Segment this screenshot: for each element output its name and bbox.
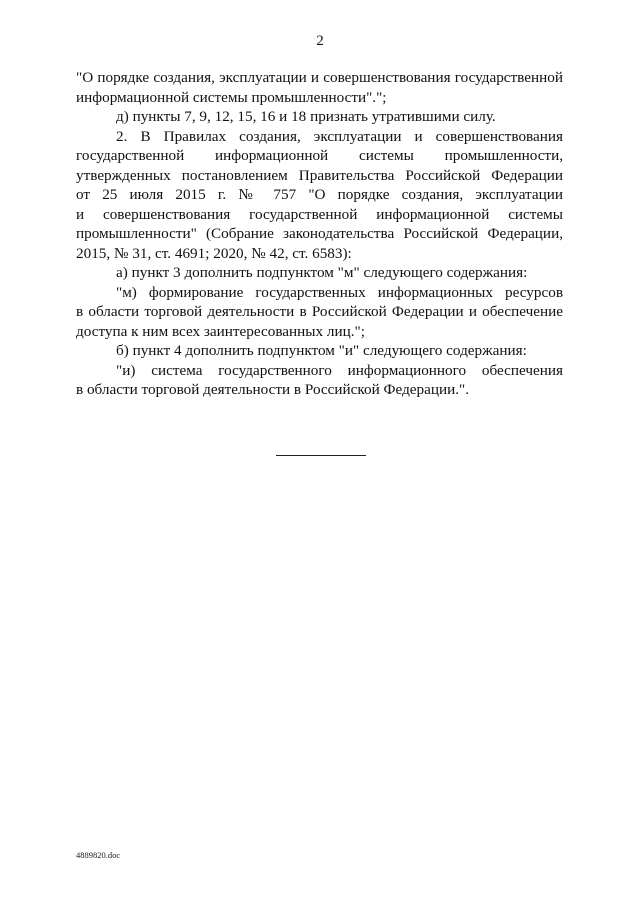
text-line: утвержденных постановлением Правительства Российской Федерации [76,166,563,184]
paragraph-item-b [76,341,563,361]
text-line: б) пункт 4 дополнить подпунктом "и" следующего содержания: [116,342,527,359]
text-line: и совершенствования государственной информационной системы [76,205,563,223]
text-line: доступа к ним всех заинтересованных лиц."; [76,322,365,340]
text-line: 2015, № 31, ст. 4691; 2020, № 42, ст. 6583): [76,244,352,262]
page-number: 2 [316,33,324,49]
text-line: государственной информационной системы промышленности, [76,147,563,164]
text-line: "и) система государственного информационного обеспечения [116,361,563,379]
footer-doc-id: 4889820.doc [76,850,121,860]
text-line: в области торговой деятельности в Российской Федерации.". [76,381,470,398]
text-line: промышленности" (Собрание законодательства Российской Федерации, [76,225,563,242]
paragraph-item-d [76,107,563,127]
text-line: от 25 июля 2015 г. № 757 "О порядке создания, эксплуатации [76,186,563,203]
paragraph-subitem-i [76,361,563,400]
paragraph-continuation [76,68,563,107]
text-line: "О порядке создания, эксплуатации и совершенствования государственной [76,69,563,86]
document-body [76,68,563,400]
text-line: "м) формирование государственных информационных ресурсов [116,283,563,301]
text-line: в области торговой деятельности в Российской Федерации и обеспечение [76,303,563,320]
text-line: а) пункт 3 дополнить подпунктом "м" следующего содержания: [116,264,528,281]
paragraph-subitem-m [76,283,563,342]
text-line: 2. В Правилах создания, эксплуатации и совершенствования [116,127,563,145]
paragraph-item-a [76,263,563,283]
text-line: информационной системы промышленности"."; [76,88,387,106]
text-line: д) пункты 7, 9, 12, 15, 16 и 18 признать утратившими силу. [116,108,496,125]
end-separator-line [276,455,366,456]
paragraph-point-2 [76,127,563,264]
